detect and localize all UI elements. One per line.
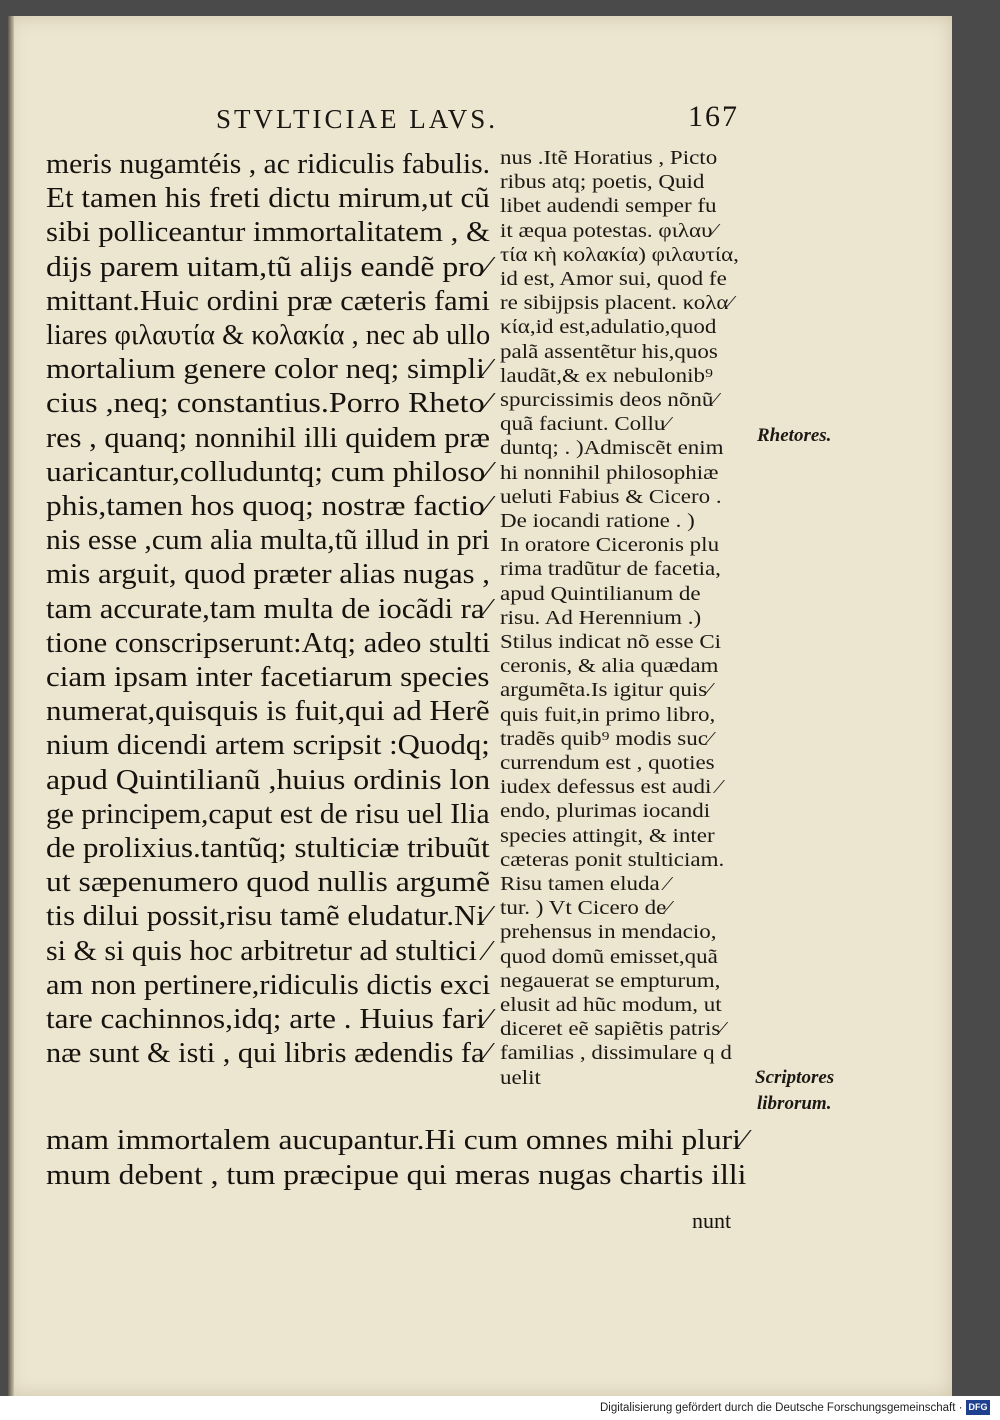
commentary-line: Stilus indicat nõ esse Ci	[500, 631, 722, 653]
commentary-line: negauerat se empturum,	[500, 969, 721, 992]
main-text-line: nis esse ,cum alia multa,tũ illud in pri	[46, 524, 490, 557]
main-text-line: ciam ipsam inter facetiarum species	[46, 661, 490, 693]
main-text-line: liares φιλαυτία & κολακία , nec ab ullo	[46, 319, 491, 351]
commentary-line: duntq; . )Admiscẽt enim	[500, 437, 724, 460]
commentary-line: iudex defessus est audi ⁄	[500, 776, 722, 799]
main-text-line: phis,tamen hos quoq; nostræ factio⁄	[46, 490, 491, 522]
margin-note-scriptores: Scriptores	[755, 1067, 835, 1088]
commentary-line: ribus atq; poetis, Quid	[500, 171, 705, 194]
commentary-line: argumẽta.Is igitur quis⁄	[500, 679, 712, 702]
main-text-line: res , quanq; nonnihil illi quidem præ	[46, 421, 490, 454]
main-text-line: apud Quintilianũ ,huius ordinis lon	[46, 763, 491, 796]
full-width-text-line: mum debent , tum præcipue qui meras nugas chartis illi	[46, 1159, 747, 1191]
commentary-line: familias , dissimulare q d	[500, 1042, 732, 1065]
commentary-line: tur. ) Vt Cicero de⁄	[500, 897, 671, 920]
commentary-line: palã assentẽtur his,quos	[500, 340, 718, 363]
main-text-line: ge principem,caput est de risu uel Ilia	[46, 797, 490, 830]
commentary-line: κία,id est,adulatio,quod	[500, 316, 717, 339]
commentary-line: In oratore Ciceronis plu	[500, 534, 720, 557]
commentary-line: τία κὴ κολακία) φιλαυτία,	[500, 243, 739, 266]
commentary-line: ceronis, & alia quædam	[500, 655, 719, 678]
main-text-line: næ sunt & isti , qui libris ædendis fa⁄	[46, 1037, 490, 1070]
digitization-credit: Digitalisierung gefördert durch die Deutsche Forschungsgemeinschaft ·	[600, 1402, 963, 1414]
commentary-line: diceret eẽ sapiẽtis patris⁄	[500, 1018, 725, 1041]
running-head: STVLTICIAE LAVS.	[216, 104, 499, 134]
commentary-line: re sibijpsis placent. κολα⁄	[500, 292, 733, 315]
commentary-line: id est, Amor sui, quod fe	[500, 268, 727, 290]
main-text-line: uaricantur,colluduntq; cum philoso⁄	[46, 455, 491, 488]
commentary-line: apud Quintilianum de	[500, 582, 701, 605]
main-text-line: Et tamen his freti dictu mirum,ut cũ	[46, 182, 490, 215]
main-text-line: si & si quis hoc arbitretur ad stultici ⁄	[46, 934, 490, 967]
commentary-line: elusit ad hũc modum, ut	[500, 994, 722, 1016]
commentary-line: rima tradũtur de facetia,	[500, 558, 721, 581]
main-text-line: am non pertinere,ridiculis dictis exci	[46, 968, 491, 1001]
main-text-line: meris nugamtéis , ac ridiculis fabulis.	[46, 148, 491, 180]
commentary-line: quod domũ emisset,quã	[500, 945, 718, 968]
commentary-line: Risu tamen eluda ⁄	[500, 873, 670, 895]
commentary-line: nus .Itẽ Horatius , Picto	[500, 147, 718, 169]
commentary-line: risu. Ad Herennium .)	[500, 606, 702, 629]
commentary-line: cæteras ponit stulticiam.	[500, 848, 725, 871]
main-text-line: sibi polliceantur immortalitatem , &	[46, 216, 490, 249]
commentary-line: tradẽs quib⁹ modis suc⁄	[500, 727, 712, 750]
page-edge	[8, 16, 14, 1396]
commentary-line: species attingit, & inter	[500, 824, 715, 847]
main-text-line: ut sæpenumero quod nullis argumẽ	[46, 866, 491, 899]
commentary-line: it æqua potestas. φιλαυ⁄	[500, 219, 717, 242]
commentary-line: uelit	[500, 1066, 541, 1089]
main-text-line: tione conscripserunt:Atq; adeo stulti	[46, 626, 491, 659]
main-text-line: tis dilui possit,risu tamẽ eludatur.Ni⁄	[46, 900, 490, 933]
commentary-line: spurcissimis deos nõnũ⁄	[500, 389, 718, 411]
main-text-line: tare cachinnos,idq; arte . Huius fari⁄	[46, 1003, 491, 1035]
main-text-line: nium dicendi artem scripsit :Quodq;	[46, 729, 490, 762]
main-text-line: cius ,neq; constantius.Porro Rheto⁄	[46, 387, 490, 420]
main-text-line: mis arguit, quod præter alias nugas ,	[46, 558, 490, 591]
commentary-line: ueluti Fabius & Cicero .	[500, 485, 722, 508]
commentary-line: quis fuit,in primo libro,	[500, 703, 716, 726]
margin-note-rhetores: Rhetores.	[757, 425, 832, 446]
commentary-line: endo, plurimas iocandi	[500, 800, 711, 823]
commentary-line: libet audendi semper fu	[500, 195, 717, 218]
commentary-line: hi nonnihil philosophiæ	[500, 461, 719, 484]
main-text-line: mortalium genere color neq; simpli⁄	[46, 353, 490, 386]
main-text-line: de prolixius.tantũq; stulticiæ tribuũt	[46, 832, 490, 864]
full-width-text-line: mam immortalem aucupantur.Hi cum omnes mihi pluri⁄	[46, 1124, 747, 1156]
dfg-logo: DFG	[966, 1400, 990, 1415]
main-text-line: numerat,quisquis is fuit,qui ad Herẽ	[46, 695, 490, 728]
commentary-line: prehensus in mendacio,	[500, 921, 717, 944]
margin-note-librorum: librorum.	[757, 1093, 832, 1114]
commentary-line: quã faciunt. Collu⁄	[500, 413, 670, 436]
main-text-line: tam accurate,tam multa de iocãdi ra⁄	[46, 592, 490, 625]
page-number: 167	[688, 100, 739, 133]
commentary-line: currendum est , quoties	[500, 752, 715, 774]
commentary-line: De iocandi ratione . )	[500, 510, 695, 532]
main-text-line: dijs parem uitam,tũ alijs eandẽ pro⁄	[46, 250, 490, 283]
commentary-line: laudãt,& ex nebulonib⁹	[500, 364, 714, 387]
main-text-line: mittant.Huic ordini præ cæteris fami	[46, 284, 490, 317]
catchword: nunt	[692, 1208, 732, 1233]
